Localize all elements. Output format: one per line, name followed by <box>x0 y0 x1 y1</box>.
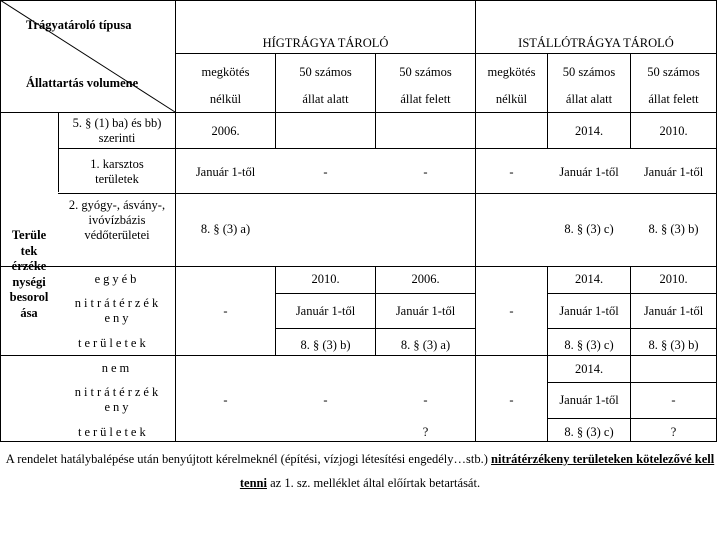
row-label-areas: területek <box>78 336 149 350</box>
cell-r5-c6-q: ? <box>670 425 677 439</box>
cell-r2-c5: Január 1-től <box>559 165 619 179</box>
cell-r2-c6: Január 1-től <box>643 165 704 179</box>
col-header-6-line2: állat felett <box>648 92 699 106</box>
cell-r2-c2: - <box>323 165 328 179</box>
volume-label: Állattartás volumene <box>26 76 139 90</box>
row-label-water-protection: 2. gyógy-, ásvány-, ivóvízbázis védőterületei <box>68 198 166 242</box>
corner-diagonal <box>0 0 176 113</box>
row-label-nitrate-sensitive: nitrátérzék eny <box>74 296 162 325</box>
row-label-other: egyéb <box>94 272 140 286</box>
col-header-5-line1: 50 számos <box>562 65 616 79</box>
col-header-6-line1: 50 számos <box>647 65 700 79</box>
cell-r4-c5-ref: 8. § (3) c) <box>564 338 614 352</box>
cell-r5-c4: - <box>509 393 514 407</box>
storage-type-label: Trágyatároló típusa <box>26 18 132 32</box>
sensitivity-classification-label: Terüle tek érzéke nységi besorol ása <box>9 228 49 320</box>
footnote <box>4 447 716 495</box>
row-label-areas-2: területek <box>78 425 149 439</box>
cell-r4-c6-ref: 8. § (3) b) <box>648 338 699 352</box>
row-label-section5: 5. § (1) ba) és bb) szerinti <box>72 116 162 145</box>
cell-r3-c6: 8. § (3) b) <box>648 222 699 236</box>
col-header-2-line2: állat alatt <box>302 92 349 106</box>
row-label-not: nem <box>101 361 133 375</box>
cell-r5-c5-year: 2014. <box>574 362 604 376</box>
cell-r2-c4: - <box>509 165 514 179</box>
col-header-3-line2: állat felett <box>400 92 451 106</box>
cell-r5-c3: - <box>423 393 428 407</box>
col-header-2-line1: 50 számos <box>299 65 352 79</box>
footnote-emphasis: nitrátérzékeny területeken kötelezővé kell tenni <box>239 452 715 490</box>
liquid-manure-header: HÍGTRÁGYA TÁROLÓ <box>262 36 389 50</box>
col-header-1-line2: nélkül <box>209 92 242 106</box>
cell-r5-c2: - <box>323 393 328 407</box>
col-header-4-line1: megkötés <box>487 65 536 79</box>
cell-r5-c5-date: Január 1-től <box>559 393 619 407</box>
cell-r4-c5-date: Január 1-től <box>559 304 619 318</box>
col-header-4-line2: nélkül <box>495 92 528 106</box>
cell-r2-c1: Január 1-től <box>195 165 256 179</box>
cell-r1-c6: 2010. <box>659 124 688 138</box>
col-header-5-line2: állat alatt <box>565 92 613 106</box>
cell-r4-c3-year: 2006. <box>411 272 440 286</box>
cell-r5-c3-q: ? <box>422 425 429 439</box>
cell-r4-c2-ref: 8. § (3) b) <box>300 338 351 352</box>
cell-r2-c3: - <box>423 165 428 179</box>
footnote-text-1: A rendelet hatálybalépése után benyújtott kérelmeknél (építési, vízjogi létesítési engedély…stb.) <box>5 452 492 466</box>
col-header-3-line1: 50 számos <box>399 65 452 79</box>
cell-r5-c1: - <box>223 393 228 407</box>
cell-r5-c5-ref: 8. § (3) c) <box>564 425 614 439</box>
cell-r4-c2-date: Január 1-től <box>295 304 356 318</box>
cell-r4-c6-year: 2010. <box>659 272 688 286</box>
cell-r4-c4: - <box>509 304 514 318</box>
cell-r4-c6-date: Január 1-től <box>643 304 704 318</box>
cell-r4-c3-ref: 8. § (3) a) <box>400 338 451 352</box>
cell-r5-c6: - <box>671 393 676 407</box>
cell-r4-c3-date: Január 1-től <box>395 304 456 318</box>
row-label-karst: 1. karsztos területek <box>90 157 144 186</box>
cell-r3-c1: 8. § (3) a) <box>200 222 251 236</box>
cell-r4-c1: - <box>223 304 228 318</box>
cell-r4-c5-year: 2014. <box>574 272 604 286</box>
stable-manure-header: ISTÁLLÓTRÁGYA TÁROLÓ <box>518 36 674 50</box>
cell-r1-c1: 2006. <box>211 124 240 138</box>
col-header-1-line1: megkötés <box>201 65 250 79</box>
cell-r1-c5: 2014. <box>574 124 604 138</box>
cell-r4-c2-year: 2010. <box>311 272 340 286</box>
footnote-text-2: az 1. sz. melléklet által előírtak betartását. <box>266 476 481 490</box>
cell-r3-c5: 8. § (3) c) <box>564 222 614 236</box>
row-label-nitrate-sensitive-2: nitrátérzék eny <box>74 385 162 414</box>
